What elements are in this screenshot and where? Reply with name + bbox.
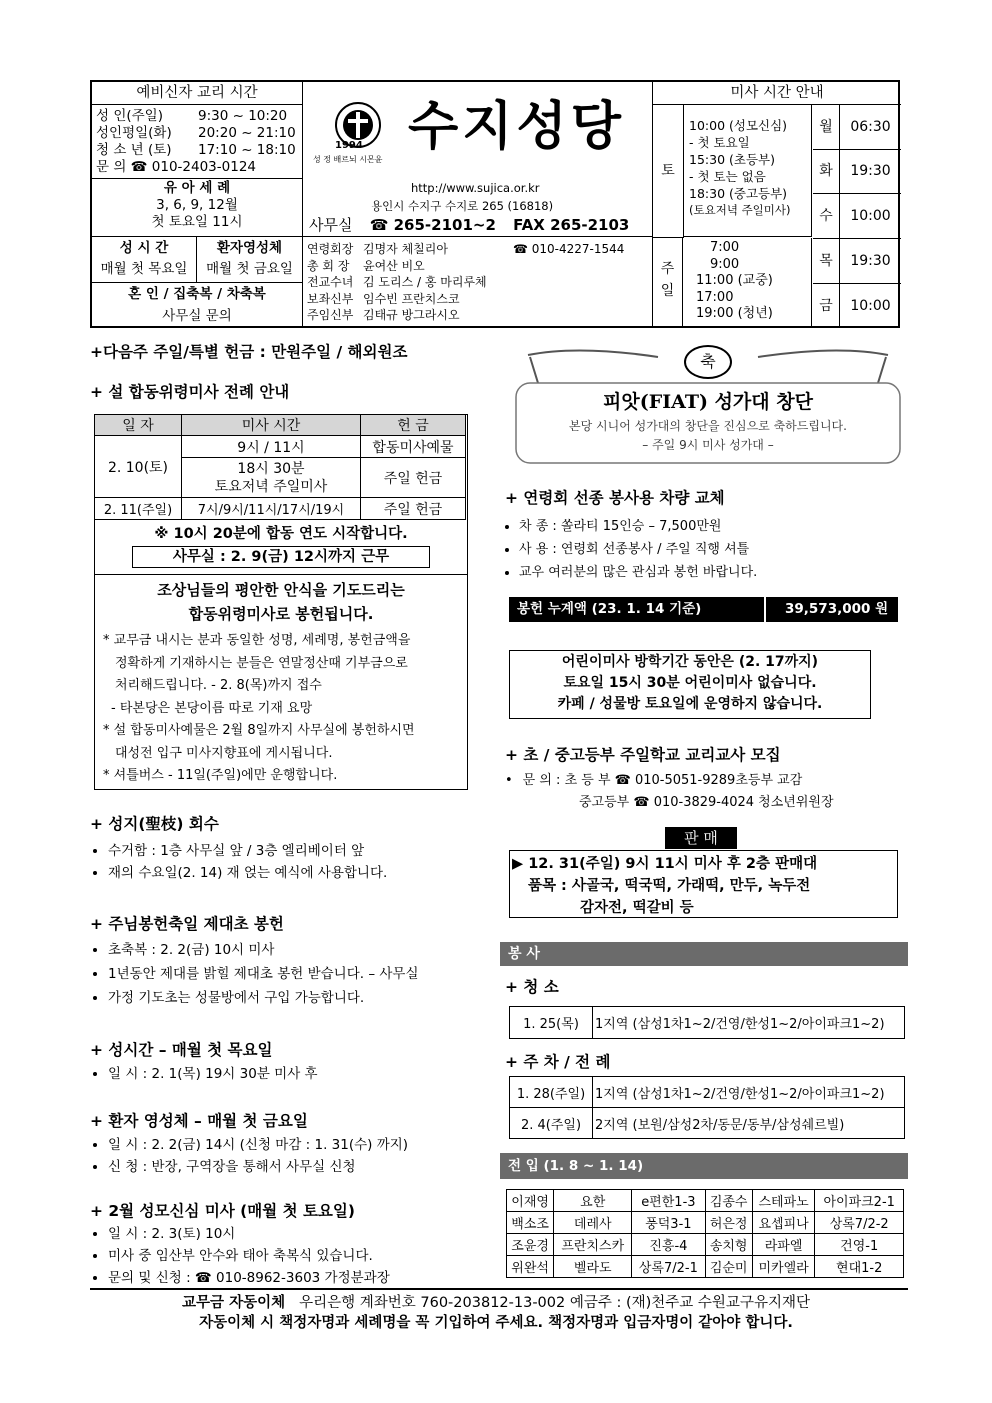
parish-name: 수지성당: [408, 97, 625, 157]
list-item: • 일 시 : 2. 2(금) 14시 (신청 마감 : 1. 31(수) 까지): [108, 1134, 498, 1156]
donation-bar: [509, 597, 898, 622]
choir-line: – 주일 9시 미사 성가대 –: [642, 438, 774, 452]
mary-title: + 2월 성모신심 미사 (매월 첫 토요일): [90, 1202, 355, 1220]
memorial-time: 18시 30분 토요저녁 주일미사: [182, 458, 361, 498]
list-item: • 문의 및 신청 : ☎ 010-8962-3603 가정분과장: [108, 1267, 498, 1289]
table-row: 2. 4(주일) 2지역 (보원/삼성2차/동문/동부/삼성쉐르빌): [510, 1108, 905, 1139]
list-item: • 일 시 : 2. 1(목) 19시 30분 미사 후: [108, 1063, 488, 1085]
col-header: 일 자: [95, 415, 182, 436]
list-item: • 차 종 : 쏠라티 15인승 – 7,500만원: [519, 515, 919, 538]
candle-list: [90, 938, 498, 1010]
choir-title: 피앗(FIAT) 성가대 창단: [603, 391, 813, 413]
cleaning-table: [509, 1006, 905, 1039]
memorial-notice: ※ 10시 20분에 합동 연도 시작합니다.: [154, 526, 408, 542]
footer-rule: [90, 1288, 908, 1290]
holy-hour-block: 성 시 간 매월 첫 목요일: [92, 236, 197, 283]
weekday-row: 금 10:00: [813, 284, 901, 328]
choir-card: [508, 343, 908, 465]
sick-title: + 환자 영성체 – 매월 첫 금요일: [90, 1112, 308, 1130]
memorial-box: [94, 414, 468, 790]
memorial-offer: 주일 헌금: [361, 458, 466, 498]
staff-row: 전교수녀 김 도리스 / 홍 마리루체: [307, 275, 487, 289]
donation-amount: 39,573,000 원: [785, 601, 889, 617]
sale-line: ▶ 12. 31(주일) 9시 11시 미사 후 2층 판매대: [512, 856, 818, 872]
staff-row: 보좌신부 임수빈 프란치스코: [307, 291, 460, 306]
wedding-block: 혼 인 / 집축복 / 차축복 사무실 문의: [92, 283, 303, 327]
list-item: • 재의 수요일(2. 14) 재 얹는 예식에 사용합니다.: [108, 862, 488, 884]
memorial-date: 2. 10(토): [95, 436, 182, 498]
kids-notice-box: 어린이미사 방학기간 동안은 (2. 17까지) 토요일 15시 30분 어린이미사 없습니다. 카페 / 성물방 토요일에 운영하지 않습니다.: [509, 650, 871, 719]
transfer-bar: 전 입 (1. 8 ~ 1. 14): [500, 1153, 908, 1179]
cleaning-title: + 청 소: [505, 978, 559, 996]
memorial-offer: 주일 헌금: [361, 498, 466, 520]
col-header: 헌 금: [361, 415, 466, 436]
teacher-info: [505, 770, 834, 814]
teacher-line: 중고등부 ☎ 010-3829-4024 청소년위원장: [579, 795, 834, 810]
palm-title: + 성지(聖枝) 회수: [90, 815, 219, 833]
memorial-offer: 합동미사예물: [361, 436, 466, 458]
list-item: • 가정 기도초는 성물방에서 구입 가능합니다.: [108, 986, 498, 1010]
weekday-row: 화 19:30: [813, 150, 901, 194]
weekday-grid: [813, 105, 901, 327]
list-item: • 수거함 : 1층 사무실 앞 / 3층 엘리베이터 앞: [108, 840, 488, 862]
catechism-contact: 문 의 ☎ 010-2403-0124: [96, 159, 256, 175]
parking-table: [509, 1076, 905, 1139]
logo-year: 1994: [335, 140, 363, 151]
mary-list: [90, 1223, 498, 1289]
staff-row: 연령회장 김명자 체칠리아 ☎ 010-4227-1544: [307, 242, 625, 256]
parish-address: 용인시 수지구 수지로 265 (16818): [371, 199, 554, 213]
congrats-badge: 축: [684, 345, 732, 379]
sick-list: [90, 1134, 498, 1178]
sale-line: 품목 : 사골국, 떡국떡, 가래떡, 만두, 녹두전: [528, 878, 811, 894]
table-row: 조윤경 프란치스카 진흥-4 송치형 라파엘 건영-1: [507, 1234, 904, 1256]
choir-line: 본당 시니어 성가대의 창단을 진심으로 축하드립니다.: [569, 419, 847, 433]
catechism-block: [92, 82, 303, 237]
sale-line: 감자전, 떡갈비 등: [580, 900, 694, 916]
footer: [60, 1293, 932, 1333]
teacher-title: + 초 / 중고등부 주일학교 교리교사 모집: [505, 746, 781, 764]
memorial-table: [94, 414, 466, 520]
staff-row: 주임신부 김태규 방그라시오: [307, 308, 460, 322]
teacher-line: • 문 의 : 초 등 부 ☎ 010-5051-9289초등부 교감: [505, 773, 803, 788]
sale-box: [509, 850, 898, 918]
table-row: 1. 25(목) 1지역 (삼성1차1~2/건영/한성1~2/아이파크1~2): [510, 1007, 905, 1039]
memorial-time: 9시 / 11시: [182, 436, 361, 458]
holyhour-list: [90, 1063, 488, 1085]
transfer-table: [506, 1189, 904, 1278]
office-hours-notice: 사무실 : 2. 9(금) 12시까지 근무: [132, 546, 430, 568]
footer-line: 교무금 자동이체 우리은행 계좌번호 760-203812-13-002 예금주 : (재)천주교 수원교구유지재단: [182, 1295, 810, 1311]
sale-badge: 판 매: [665, 827, 737, 849]
list-item: • 1년동안 제대를 밝힐 제대초 봉헌 받습니다. – 사무실: [108, 962, 498, 986]
header-box: [90, 80, 900, 328]
staff-list: [303, 237, 652, 327]
memorial-title: + 설 합동위령미사 전례 안내: [90, 383, 290, 401]
list-item: • 초축복 : 2. 2(금) 10시 미사: [108, 938, 498, 962]
office-fax: FAX 265-2103: [513, 216, 630, 234]
mass-schedule: [652, 82, 901, 327]
footer-line: 자동이체 시 책정자명과 세례명을 꼭 기입하여 주세요. 책정자명과 입금자명이 같아야 합니다.: [199, 1315, 793, 1331]
table-row: 이재영 요한 e편한1-3 김종수 스테파노 아이파크2-1: [507, 1190, 904, 1212]
catechism-row: 성인평일(화) 20:20 ~ 21:10: [96, 125, 296, 141]
office-label: 사무실: [309, 216, 353, 234]
weekday-row: 월 06:30: [813, 105, 901, 150]
mass-sat-label: 토: [653, 105, 684, 238]
office-phone: ☎ 265-2101~2: [369, 216, 496, 234]
memorial-heading: 합동위령미사로 봉헌됩니다.: [188, 605, 374, 623]
mass-sun-label: 주 일: [653, 238, 683, 327]
sick-communion-block: 환자영성체 매월 첫 금요일: [197, 236, 303, 283]
logo-caption: 성 정 배르뇌 시몬윤: [313, 155, 383, 164]
parish-info: [303, 82, 652, 237]
parking-title: + 주 차 / 전 례: [505, 1053, 611, 1071]
catechism-row: 청 소 년 (토) 17:10 ~ 18:10: [96, 142, 296, 158]
weekday-row: 수 10:00: [813, 194, 901, 239]
catechism-row: 성 인(주일) 9:30 ~ 10:20: [96, 108, 288, 124]
catechism-title: 예비신자 교리 시간: [92, 82, 302, 105]
list-item: • 교우 여러분의 많은 관심과 봉헌 바랍니다.: [519, 561, 919, 584]
infant-baptism: 유 아 세 례 3, 6, 9, 12월 첫 토요일 11시: [92, 178, 302, 231]
mass-title: 미사 시간 안내: [653, 82, 901, 105]
office-line: [309, 214, 629, 235]
table-row: 위완석 벨라도 상록7/2-1 김순미 미카엘라 현대1-2: [507, 1256, 904, 1278]
vehicle-title: + 연령회 선종 봉사용 차량 교체: [505, 489, 725, 507]
service-bar: 봉 사: [500, 942, 908, 966]
mass-sun-times: 7:00 9:00 11:00 (교중) 17:00 19:00 (청년): [684, 238, 812, 327]
holyhour-title: + 성시간 – 매월 첫 목요일: [90, 1041, 273, 1059]
list-item: • 신 청 : 반장, 구역장을 통해서 사무실 신청: [108, 1156, 498, 1178]
staff-row: 총 회 장 윤여산 비오: [307, 258, 425, 273]
memorial-time: 7시/9시/11시/17시/19시: [182, 498, 361, 520]
table-row: 1. 28(주일) 1지역 (삼성1차1~2/건영/한성1~2/아이파크1~2): [510, 1077, 905, 1108]
memorial-notes: * 교무금 내시는 분과 동일한 성명, 세례명, 봉헌금액을 정확하게 기재하시는 분들은 연말정산때 기부금으로 처리해드립니다. - 2. 8(목)까지 접수 - 타본당은 본당이름 따로 기재 요망 * 설 합동미사예물은 2월 8일까지 사무실에 봉헌하시면 대성전 입구 미사지향표에 게시됩니다. * 셔틀버스 - 11일(주일)에만 운행합니다.: [103, 633, 415, 783]
mass-sat-times: 10:00 (성모신심) - 첫 토요일 15:30 (초등부) - 첫 토는 없음 18:30 (중고등부) (토요저녁 주일미사): [684, 105, 812, 237]
donation-label: 봉헌 누계액 (23. 1. 14 기준): [517, 601, 702, 617]
next-collection: +다음주 주일/특별 헌금 : 만원주일 / 해외원조: [90, 343, 408, 361]
list-item: • 일 시 : 2. 3(토) 10시: [108, 1223, 498, 1245]
memorial-heading: 조상님들의 평안한 안식을 기도드리는: [157, 581, 405, 599]
vehicle-list: [505, 515, 919, 584]
col-header: 미사 시간: [182, 415, 361, 436]
parish-url[interactable]: http://www.sujica.or.kr: [411, 181, 540, 195]
memorial-date: 2. 11(주일): [95, 498, 182, 520]
candle-title: + 주님봉헌축일 제대초 봉헌: [90, 915, 284, 933]
palm-list: [90, 840, 488, 884]
table-row: 백소조 데레사 풍덕3-1 허은정 요셉피나 상록7/2-2: [507, 1212, 904, 1234]
weekday-row: 목 19:30: [813, 239, 901, 284]
list-item: • 사 용 : 연령회 선종봉사 / 주일 직행 셔틀: [519, 538, 919, 561]
list-item: • 미사 중 임산부 안수와 태아 축복식 있습니다.: [108, 1245, 498, 1267]
